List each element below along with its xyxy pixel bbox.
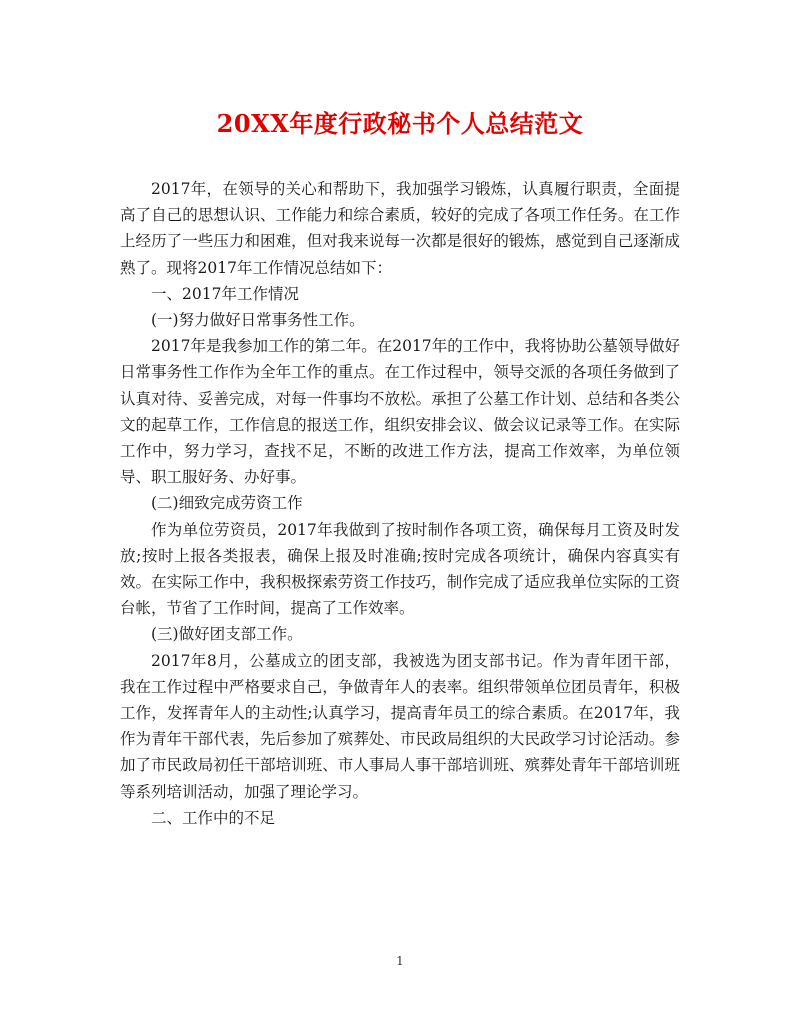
subsection-heading-2: (二)细致完成劳资工作: [151, 494, 303, 513]
body-paragraph: 作为单位劳资员，2017年我做到了按时制作各项工资，确保每月工资及时发放;按时上报各类报表，确保上报及时准确;按时完成各项统计，确保内容真实有效。在实际工作中，我积极探索劳资工作技巧，制作完成了适应我单位实际的工资台帐，节省了工作时间，提高了工作效率。: [120, 520, 680, 618]
intro-paragraph: 2017年，在领导的关心和帮助下，我加强学习锻炼，认真履行职责，全面提高了自己的思想认识、工作能力和综合素质，较好的完成了各项工作任务。在工作上经历了一些压力和困难，但对我来说每一次都是很好的锻炼，感觉到自己逐渐成熟了。现将2017年工作情况总结如下：: [120, 180, 680, 277]
section-heading-1: 一、2017年工作情况: [151, 284, 299, 303]
document-title: 20XX年度行政秘书个人总结范文: [216, 109, 584, 138]
body-paragraph: 2017年8月，公墓成立的团支部，我被选为团支部书记。作为青年团干部，我在工作过程中严格要求自己，争做青年人的表率。组织带领单位团员青年，积极工作，发挥青年人的主动性;认真学习，提高青年员工的综合素质。在2017年，我作为青年干部代表，先后参加了殡葬处、市民政局组织的大民政学习讨论活动。参加了市民政局初任干部培训班、市人事局人事干部培训班、殡葬处青年干部培训班等系列培训活动，加强了理论学习。: [120, 651, 680, 801]
section-heading-2: 二、工作中的不足: [151, 808, 276, 827]
subsection-heading-1: (一)努力做好日常事务性工作。: [151, 311, 365, 330]
body-paragraph: 2017年是我参加工作的第二年。在2017年的工作中，我将协助公墓领导做好日常事务性工作作为全年工作的重点。在工作过程中，领导交派的各项任务做到了认真对待、妥善完成，对每一件事均不放松。承担了公墓工作计划、总结和各类公文的起草工作，工作信息的报送工作，组织安排会议、做会议记录等工作。在实际工作中，努力学习，查找不足，不断的改进工作方法，提高工作效率，为单位领导、职工服好务、办好事。: [120, 337, 680, 487]
page-number: 1: [396, 954, 404, 968]
subsection-heading-3: (三)做好团支部工作。: [151, 625, 303, 644]
document-body: [120, 176, 680, 831]
